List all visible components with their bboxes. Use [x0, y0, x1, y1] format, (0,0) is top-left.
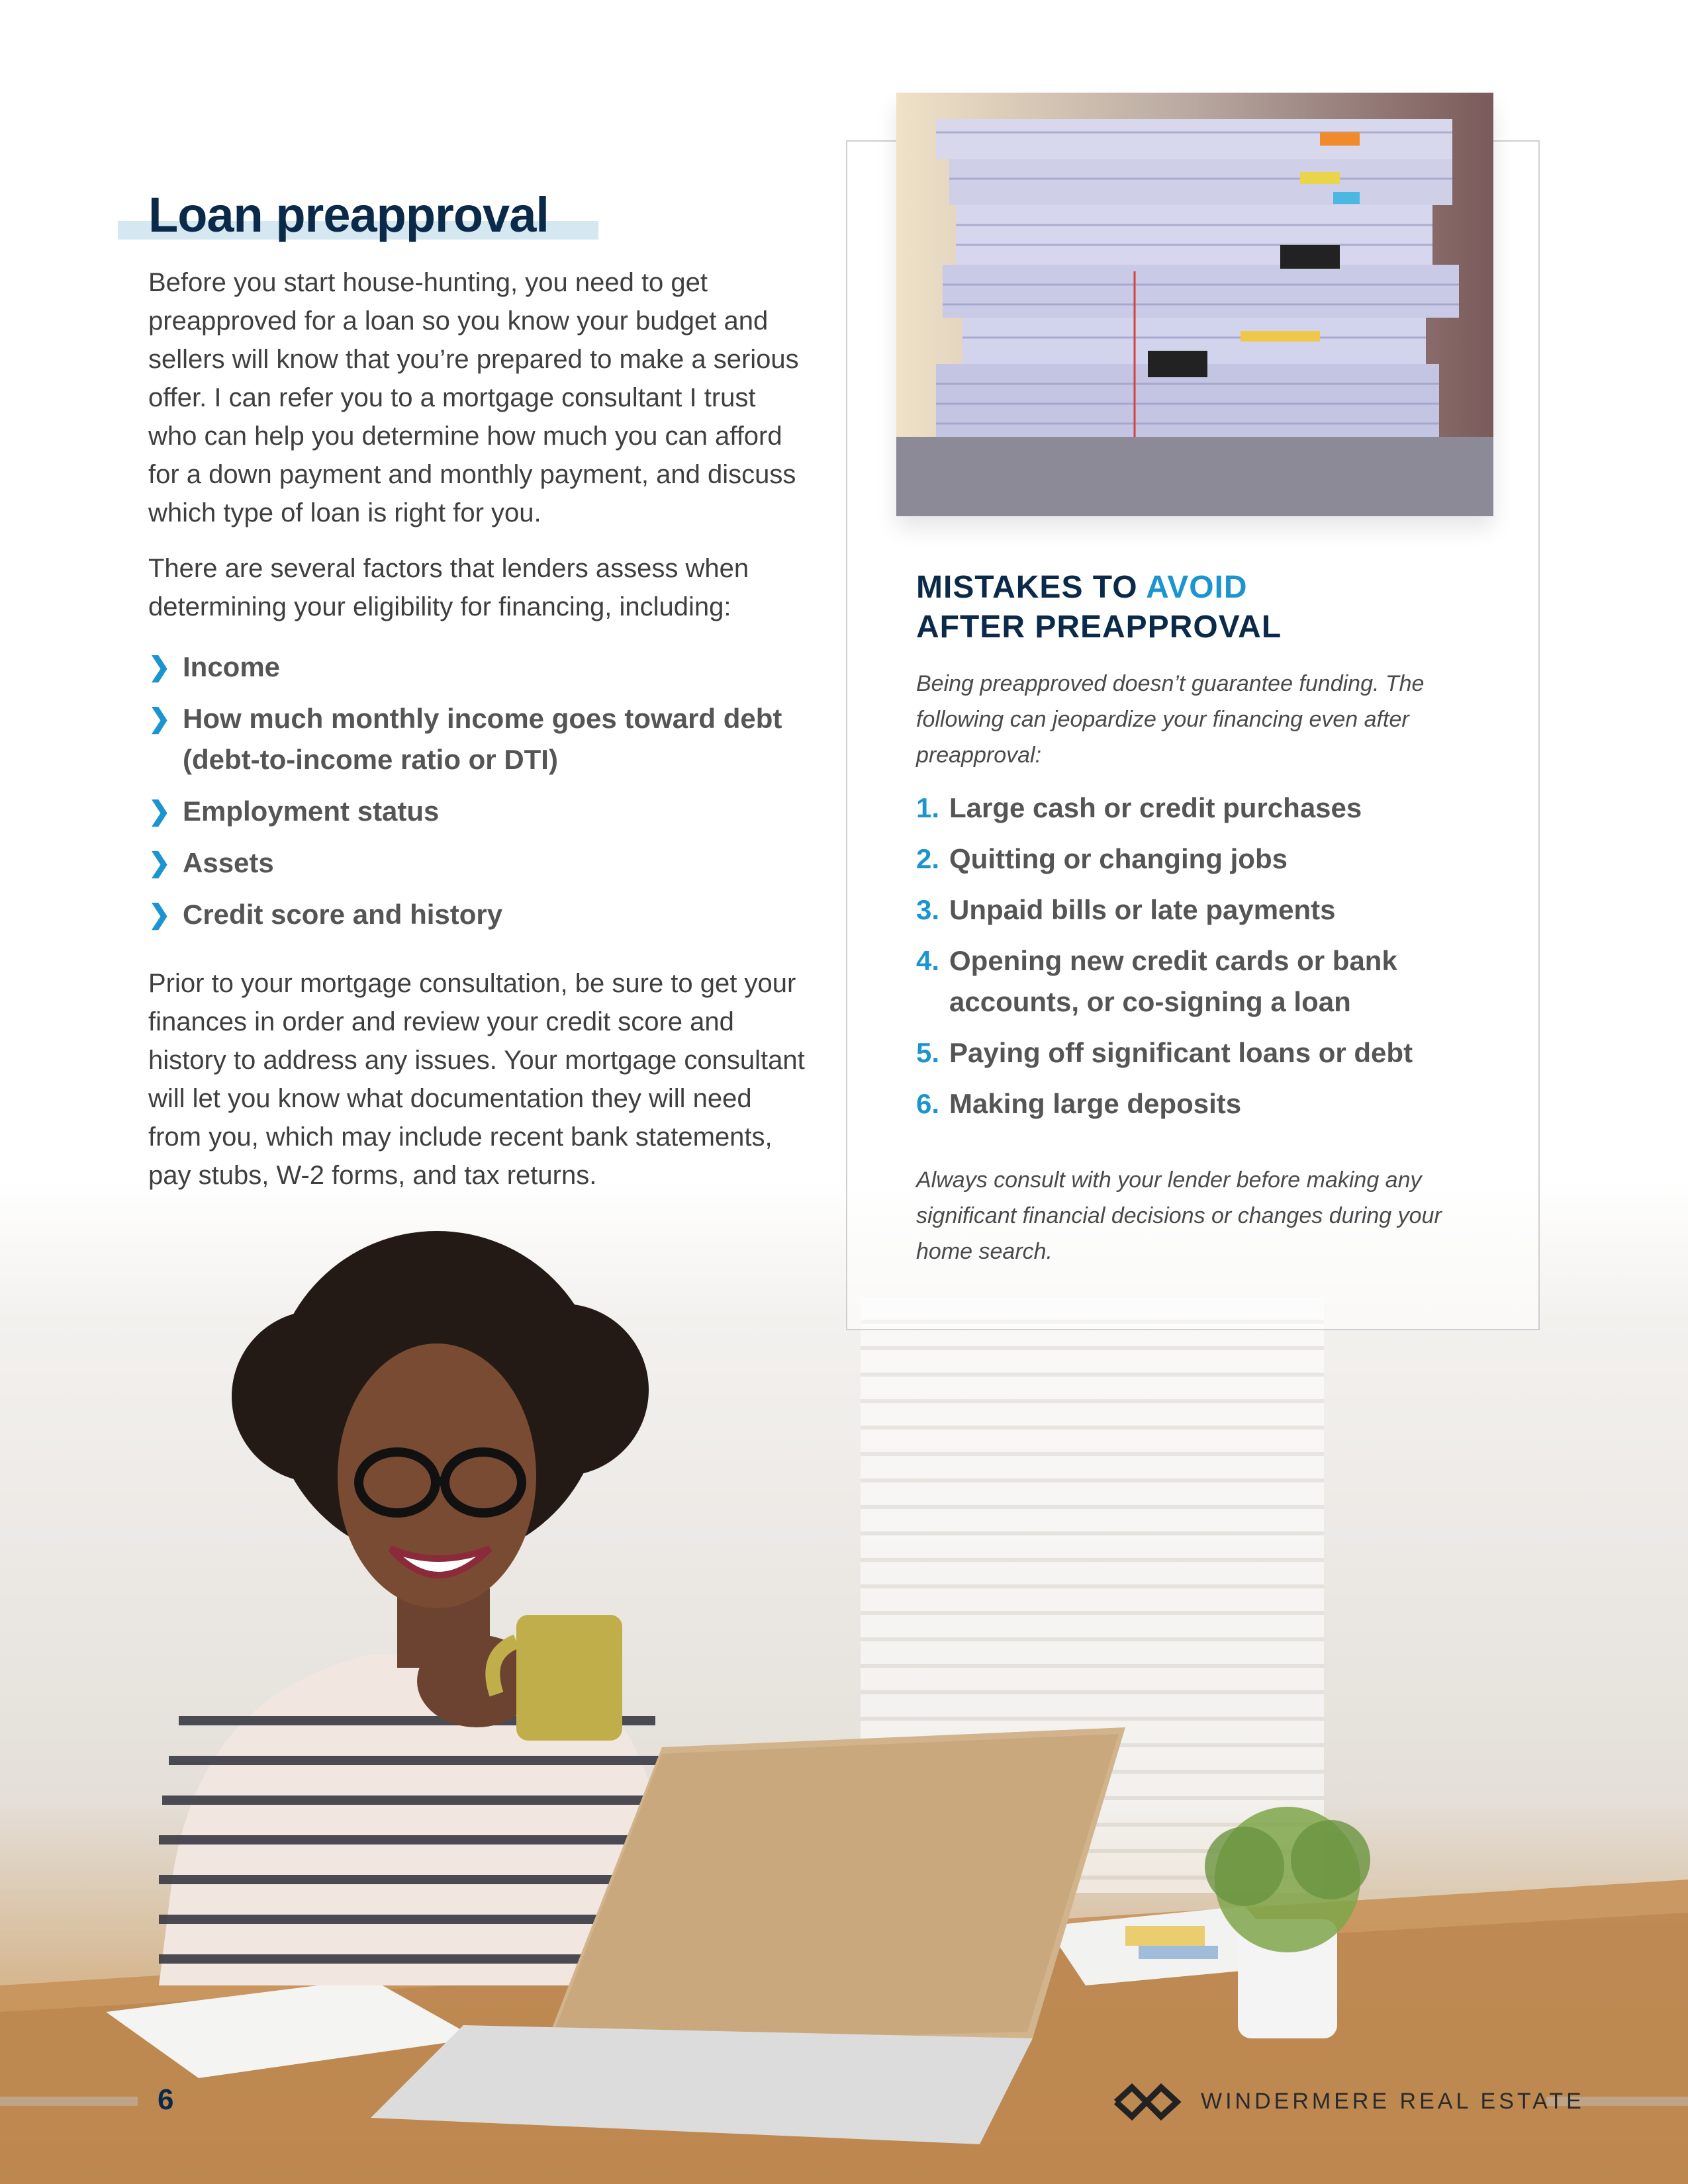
callout-title: MISTAKES TO AVOID AFTER PREAPPROVAL [916, 570, 1282, 645]
chevron-right-icon: ❯ [148, 653, 171, 682]
chevron-right-icon: ❯ [148, 848, 171, 878]
callout-note: Always consult with your lender before making any significant financial decisions or changes during your home search. [916, 1167, 1442, 1264]
footer-rule [0, 2097, 138, 2106]
list-item: 5. Paying off significant loans or debt [916, 1037, 1413, 1068]
list-item: 6. Making large deposits [916, 1088, 1242, 1119]
list-item: ❯ Assets [148, 842, 823, 884]
list-item: ❯ Employment status [148, 791, 823, 832]
list-item: 4. Opening new credit cards or bank accounts, or co-signing a loan [916, 945, 1397, 1017]
callout-intro: Being preapproved doesn’t guarantee funding. The following can jeopardize your financing even after preapproval: [916, 671, 1425, 768]
paper-stack-photo [896, 93, 1493, 516]
list-item: 1. Large cash or credit purchases [916, 792, 1362, 823]
list-item: ❯ How much monthly income goes toward debt (debt-to-income ratio or DTI) [148, 698, 823, 780]
chevron-right-icon: ❯ [148, 900, 171, 929]
eligibility-factors-list [148, 647, 823, 946]
brand-name: WINDERMERE REAL ESTATE [1201, 2089, 1585, 2114]
list-item: 2. Quitting or changing jobs [916, 843, 1288, 874]
intro-paragraph: Before you start house-hunting, you need to get preapproved for a loan so you know your budget and sellers will know that you’re prepared to make a serious offer. I can refer you to a mortgage consultant I trust who can help you determine how much you can afford for a down payment and monthly payment, and discuss which type of loan is right for you. [148, 268, 799, 527]
page-number: 6 [158, 2083, 174, 2116]
windermere-logo [1112, 2082, 1181, 2122]
list-item: 3. Unpaid bills or late payments [916, 894, 1336, 925]
factors-intro-paragraph: There are several factors that lenders assess when determining your eligibility for financing, including: [148, 554, 749, 621]
page-title: Loan preapproval [148, 187, 549, 242]
chevron-right-icon: ❯ [148, 797, 171, 826]
chevron-right-icon: ❯ [148, 704, 171, 733]
list-item: ❯ Credit score and history [148, 894, 823, 935]
list-item: ❯ Income [148, 647, 823, 688]
closing-paragraph: Prior to your mortgage consultation, be sure to get your finances in order and review your credit score and history to address any issues. Your mortgage consultant will let you know what documentation they will need from you, which may include recent bank statements, pay stubs, W-2 forms, and tax returns. [148, 969, 805, 1190]
mistakes-list [916, 788, 1485, 1134]
paper-stack-illustration [896, 93, 1493, 516]
